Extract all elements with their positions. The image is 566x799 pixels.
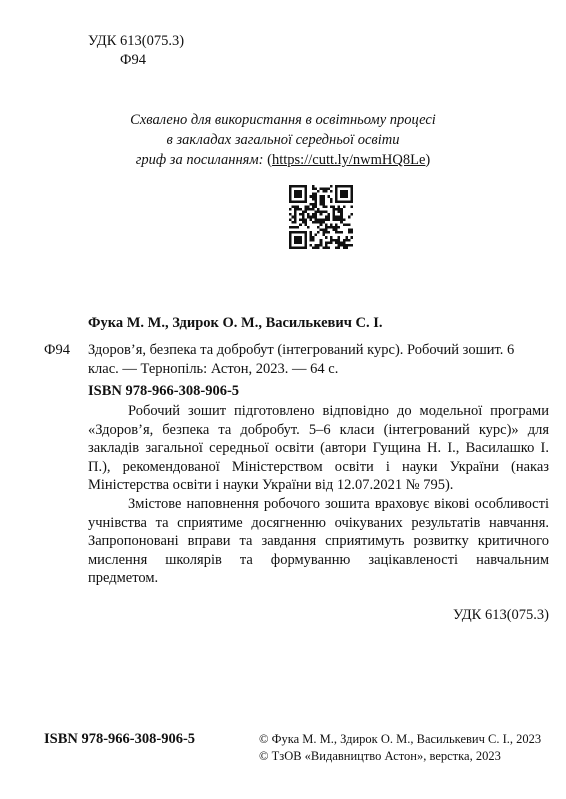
authors: Фука М. М., Здирок О. М., Василькевич С. І. <box>88 315 383 331</box>
bibliographic-description: Здоров’я, безпека та добробут (інтегрований курс). Робочий зошит. 6 клас. — Тернопіль: Астон, 2023. — 64 с. <box>88 342 515 377</box>
udk-code: УДК 613(075.3) <box>88 33 185 49</box>
approval-notice <box>0 110 566 170</box>
approval-link[interactable]: https://cutt.ly/nwmHQ8Le <box>271 152 426 168</box>
qr-code-icon <box>289 185 353 249</box>
approval-link-prefix: гриф за посиланням: <box>135 152 264 168</box>
catalog-code: Ф94 <box>44 342 70 358</box>
isbn-bottom: ISBN 978-966-308-906-5 <box>44 731 196 747</box>
approval-line-3 <box>0 150 566 170</box>
annotation-paragraph-1: Робочий зошит підготовлено відповідно до модельної програми «Здоров’я, безпека та добробут. 5–6 класи (інтегрований курс)» для закладів загальної середньої освіти (автори Гущина Н. І., Василашко І. П.), рекомендованої Міністерством освіти і науки України (наказ Міністерства освіти і науки України від 12.07.2021 № 795). <box>88 403 549 494</box>
copyright-block <box>259 731 541 765</box>
copyright-authors: © Фука М. М., Здирок О. М., Василькевич С. І., 2023 <box>259 732 542 746</box>
annotation <box>88 402 549 588</box>
annotation-paragraph-2: Змістове наповнення робочого зошита враховує вікові особливості учнівства та сприятиме досягненню очікуваних результатів навчання. Запропоновані вправи та завдання сприятимуть розвитку критичного мислення школярів та формуванню зацікавленості навчальним предметом. <box>88 495 549 587</box>
udk-footer: УДК 613(075.3) <box>452 607 549 623</box>
link-open-paren: ( <box>267 152 272 168</box>
catalog-code-top: Ф94 <box>120 52 146 68</box>
approval-line-1: Схвалено для використання в освітньому процесі <box>130 112 436 128</box>
approval-line-2: в закладах загальної середньої освіти <box>166 132 400 148</box>
copyright-publisher: © ТзОВ «Видавництво Астон», верстка, 2023 <box>259 749 501 763</box>
udk-header <box>88 32 184 70</box>
link-close-paren: ) <box>425 152 431 168</box>
isbn: ISBN 978-966-308-906-5 <box>88 383 240 399</box>
